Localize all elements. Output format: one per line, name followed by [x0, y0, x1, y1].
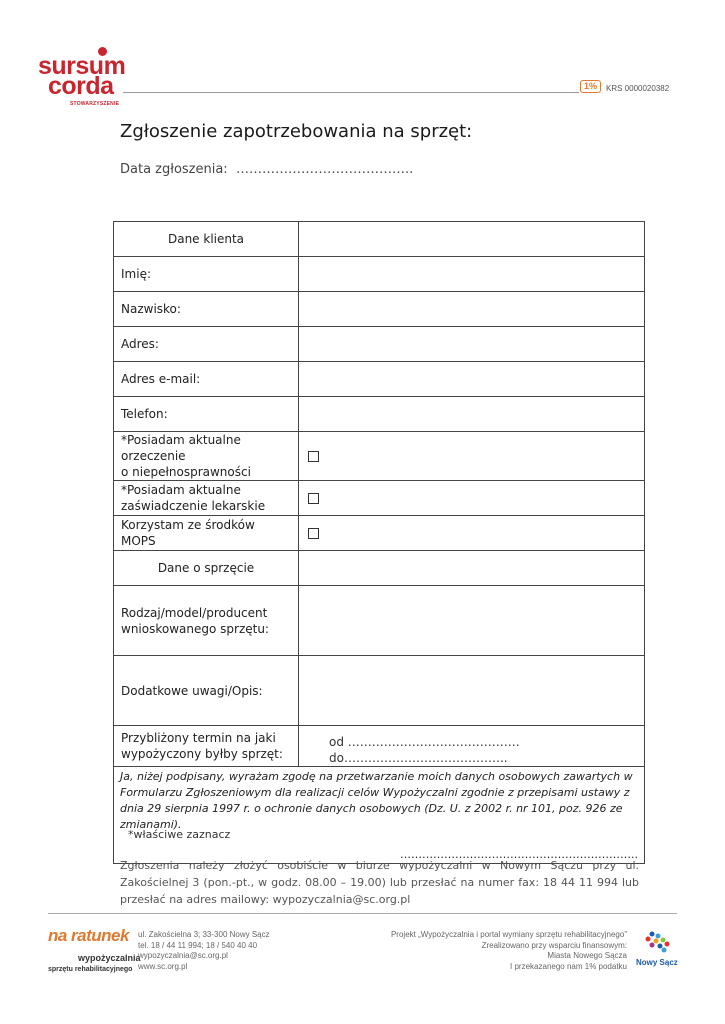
medical-checkbox[interactable] — [308, 493, 319, 504]
logo-text-line1: sursum — [38, 52, 126, 80]
table-row — [114, 222, 645, 257]
logo-text-line2: corda — [48, 72, 114, 100]
project-info — [337, 930, 627, 972]
term-label-line1: Przybliżony termin na jaki — [121, 731, 276, 745]
phone-label: Telefon: — [114, 397, 299, 432]
equipment-label-line1: Rodzaj/model/producent — [121, 605, 268, 620]
email-label: Adres e-mail: — [114, 362, 299, 397]
table-row — [114, 516, 645, 551]
rental-term-field[interactable]: od ……………………………………. do………………………………….. — [299, 726, 645, 767]
equipment-type-label — [114, 586, 299, 656]
email-field[interactable] — [299, 362, 645, 397]
one-percent-badge: 1% — [580, 80, 601, 93]
equipment-header-cell — [299, 551, 645, 586]
krs-number: KRS 0000020382 — [606, 84, 670, 93]
disability-checkbox[interactable] — [308, 451, 319, 462]
term-label-line2: wypożyczony byłby sprzęt: — [121, 747, 283, 761]
table-row — [114, 481, 645, 516]
data-consent-cell — [114, 767, 645, 864]
address-label: Adres: — [114, 327, 299, 362]
mops-checkbox[interactable] — [308, 528, 319, 539]
checkbox-note: *właściwe zaznacz — [128, 828, 231, 841]
client-header-cell — [299, 222, 645, 257]
form-title: Zgłoszenie zapotrzebowania na sprzęt: — [120, 121, 473, 142]
address-field[interactable] — [299, 327, 645, 362]
table-row — [114, 726, 645, 767]
table-row — [114, 586, 645, 656]
client-section-header: Dane klienta — [114, 222, 299, 257]
contact-email: wypozyczalnia@sc.org.pl — [138, 951, 228, 960]
table-row — [114, 292, 645, 327]
table-row — [114, 656, 645, 726]
logo-subtitle: STOWARZYSZENIE — [70, 101, 120, 107]
disability-label-line2: o niepełnosprawności — [121, 465, 251, 479]
last-name-label: Nazwisko: — [114, 292, 299, 327]
contact-info — [138, 930, 270, 972]
data-consent-text: Ja, niżej podpisany, wyrażam zgodę na przetwarzanie moich danych osobowych zawartych w Formularzu Zgłoszeniowym dla realizacji celów Wypożyczalni zgodnie z przepisami ustawy z dnia 29 sierpnia 1997 r. o ochronie danych osobowych (Dz. U. z 2002 r. nr 101, poz. 926 ze zmianami). — [120, 770, 633, 831]
table-row — [114, 327, 645, 362]
footer-rule — [48, 913, 677, 914]
table-row — [114, 397, 645, 432]
project-line: Projekt „Wypożyczalnia i portal wymiany sprzętu rehabilitacyjnego” — [390, 930, 627, 939]
first-name-label: Imię: — [114, 257, 299, 292]
sursum-corda-logo — [36, 44, 126, 108]
header-rule — [123, 92, 579, 93]
medical-label-line1: *Posiadam aktualne — [121, 483, 241, 497]
notes-field[interactable] — [299, 656, 645, 726]
equipment-type-field[interactable] — [299, 586, 645, 656]
phone-field[interactable] — [299, 397, 645, 432]
rental-term-label — [114, 726, 299, 767]
equipment-label-line2: wnioskowanego sprzętu: — [121, 621, 269, 636]
signature-field[interactable]: ……………………………………………………….. — [400, 848, 638, 861]
disability-checkbox-cell — [299, 432, 645, 481]
notes-label: Dodatkowe uwagi/Opis: — [114, 656, 299, 726]
submission-instructions: Zgłoszenia należy złożyć osobiście w biurze wypożyczalni w Nowym Sączu przy ul. Zakościelnej 3 (pon.-pt., w godz. 08.00 – 19.00) lub przesłać na numer fax: 18 44 11 994 lub przesłać na adres mailowy: wypozyczalnia@sc.org.pl — [120, 859, 639, 906]
na-ratunek-subtitle1: wypożyczalnia — [78, 953, 141, 963]
date-line — [120, 162, 413, 177]
na-ratunek-logo: na ratunek — [48, 926, 129, 945]
project-line: Zrealizowano przy wsparciu finansowym: — [481, 940, 627, 950]
date-label: Data zgłoszenia: — [120, 162, 228, 177]
table-row — [114, 767, 645, 864]
nowy-sacz-name: Nowy Sącz — [636, 958, 678, 967]
first-name-field[interactable] — [299, 257, 645, 292]
na-ratunek-subtitle2: sprzętu rehabilitacyjnego — [48, 966, 133, 973]
table-row — [114, 257, 645, 292]
project-line: Miasta Nowego Sącza — [547, 951, 627, 960]
equipment-section-header: Dane o sprzęcie — [114, 551, 299, 586]
last-name-field[interactable] — [299, 292, 645, 327]
application-form-table — [113, 221, 645, 864]
contact-website: www.sc.org.pl — [138, 961, 188, 971]
mops-label: Korzystam ze środków MOPS — [114, 516, 299, 551]
table-row — [114, 362, 645, 397]
medical-checkbox-cell — [299, 481, 645, 516]
mops-checkbox-cell — [299, 516, 645, 551]
disability-certificate-label — [114, 432, 299, 481]
table-row — [114, 432, 645, 481]
date-field[interactable]: ………………………………….. — [235, 162, 414, 177]
medical-label-line2: zaświadczenie lekarskie — [121, 499, 266, 513]
table-row — [114, 551, 645, 586]
medical-certificate-label — [114, 481, 299, 516]
disability-label-line1: *Posiadam aktualne orzeczenie — [121, 433, 241, 463]
contact-phone: tel. 18 / 44 11 994; 18 / 540 40 40 — [138, 940, 258, 950]
nowy-sacz-logo-icon — [638, 930, 678, 976]
contact-address: ul. Zakościelna 3; 33-300 Nowy Sącz — [138, 930, 270, 939]
project-line: I przekazanego nam 1% podatku — [510, 961, 627, 971]
